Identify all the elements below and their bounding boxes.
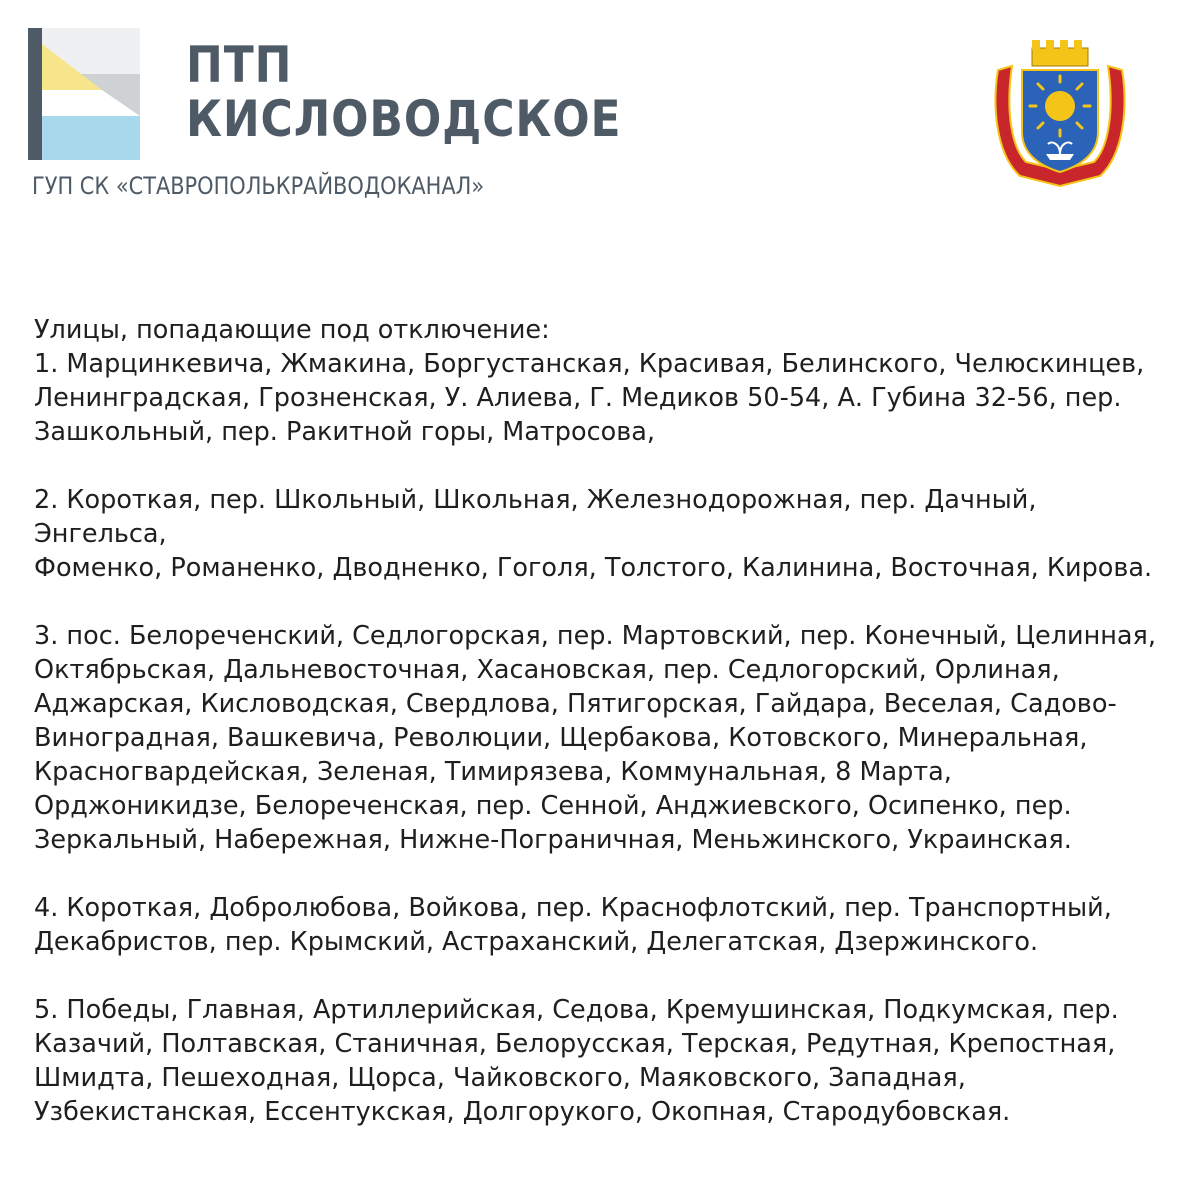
city-coat-of-arms-icon xyxy=(990,36,1130,192)
outage-notice xyxy=(34,313,1174,1129)
brand-title xyxy=(186,38,621,146)
header xyxy=(0,0,1200,230)
notice-intro: Улицы, попадающие под отключение: xyxy=(34,315,550,345)
brand-title-line2: КИСЛОВОДСКОЕ xyxy=(186,90,622,148)
zone-3-streets: 3. пос. Белореченский, Седлогорская, пер. Мартовский, пер. Конечный, Целинная, Октябрьская, Дальневосточная, Хасановская, пер. Седлогорский, Орлиная, Аджарская, Кисловодская, Свердлова, Пятигорская, Гайдара, Веселая, Садово- Виноградная, Вашкевича, Революции, Щербакова, Котовского, Минеральная, Красногвардейская, Зеленая, Тимирязева, Коммунальная, 8 Марта, Орджоникидзе, Белореченская, пер. Сенной, Анджиевского, Осипенко, пер. Зеркальный, Набережная, Нижне-Пограничная, Меньжинского, Украинская. xyxy=(34,621,1156,855)
zone-2-streets: 2. Короткая, пер. Школьный, Школьная, Железнодорожная, пер. Дачный, Энгельса, Фоменко, Романенко, Дводненко, Гоголя, Толстого, Калинина, Восточная, Кирова. xyxy=(34,485,1153,583)
zone-5-streets: 5. Победы, Главная, Артиллерийская, Седова, Кремушинская, Подкумская, пер. Казачий, Полтавская, Станичная, Белорусская, Терская, Редутная, Крепостная, Шмидта, Пешеходная, Щорса, Чайковского, Маяковского, Западная, Узбекистанская, Ессентукская, Долгорукого, Окопная, Стародубовская. xyxy=(34,995,1119,1127)
brand-subtitle: ГУП СК «СТАВРОПОЛЬКРАЙВОДОКАНАЛ» xyxy=(32,172,485,200)
zone-4-streets: 4. Короткая, Добролюбова, Войкова, пер. Краснофлотский, пер. Транспортный, Декабристов, пер. Крымский, Астраханский, Делегатская, Дзержинского. xyxy=(34,893,1112,957)
zone-1-streets: 1. Марцинкевича, Жмакина, Боргустанская, Красивая, Белинского, Челюскинцев, Ленинградская, Грозненская, У. Алиева, Г. Медиков 50-54, А. Губина 32-56, пер. Зашкольный, пер. Ракитной горы, Матросова, xyxy=(34,349,1145,447)
brand-title-line1: ПТП xyxy=(186,36,293,94)
company-logo xyxy=(28,28,140,160)
